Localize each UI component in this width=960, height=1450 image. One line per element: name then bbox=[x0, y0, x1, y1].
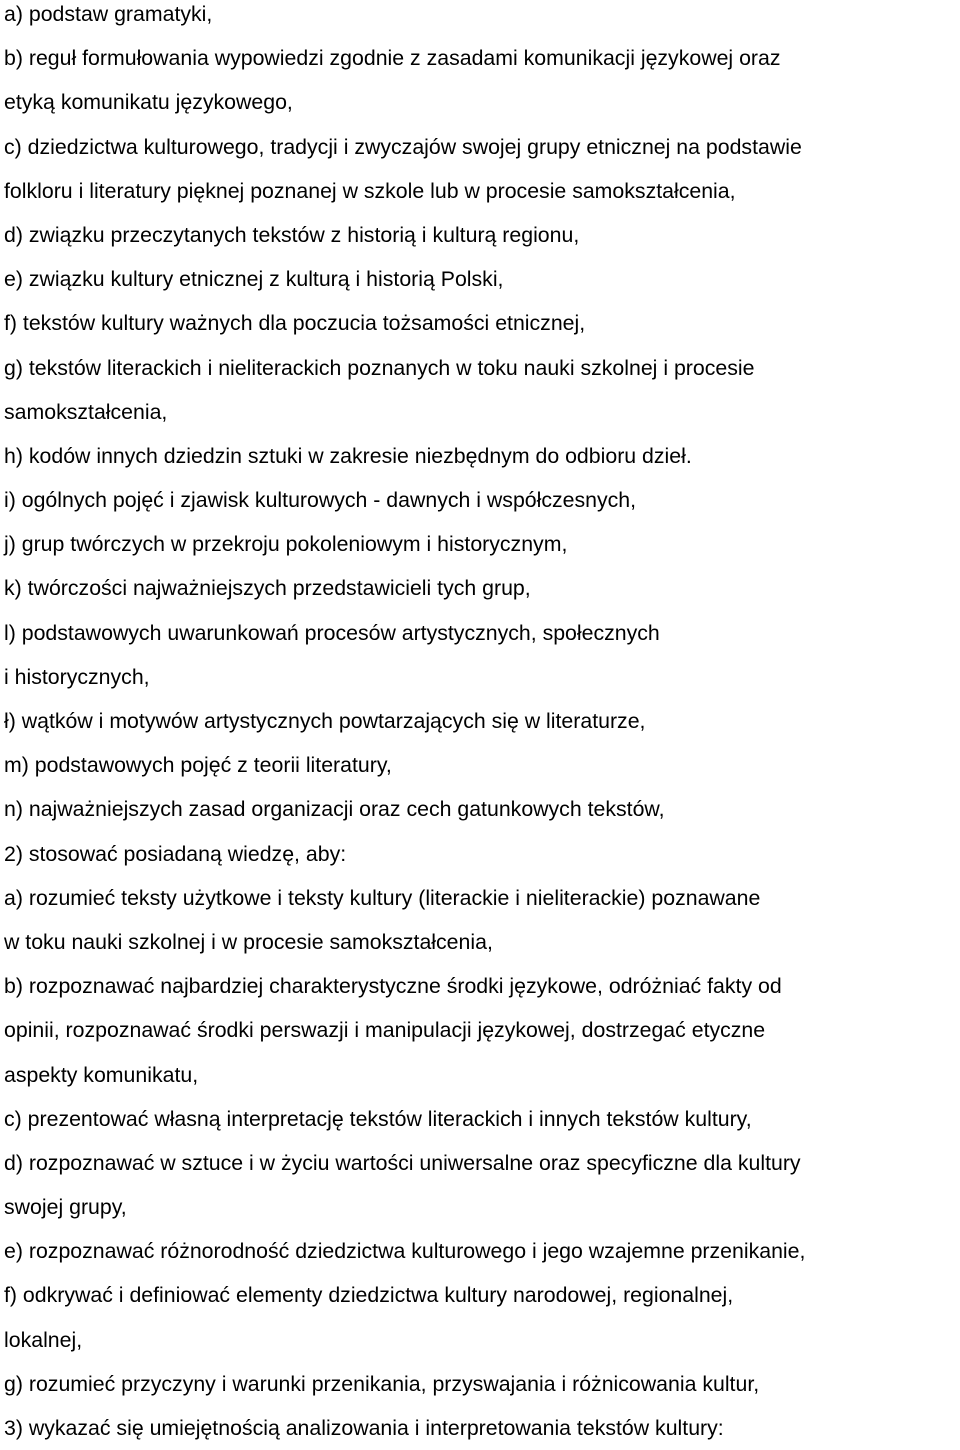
text-line: b) rozpoznawać najbardziej charakterystyczne środki językowe, odróżniać fakty od bbox=[4, 974, 782, 999]
text-line: j) grup twórczych w przekroju pokoleniowym i historycznym, bbox=[4, 532, 568, 557]
text-line: w toku nauki szkolnej i w procesie samokształcenia, bbox=[4, 929, 493, 954]
text-line: etyką komunikatu językowego, bbox=[4, 90, 293, 115]
text-line: opinii, rozpoznawać środki perswazji i manipulacji językowej, dostrzegać etyczne bbox=[4, 1018, 766, 1043]
text-line: n) najważniejszych zasad organizacji oraz cech gatunkowych tekstów, bbox=[4, 797, 665, 822]
text-line: samokształcenia, bbox=[4, 399, 168, 424]
text-line: b) reguł formułowania wypowiedzi zgodnie z zasadami komunikacji językowej oraz bbox=[4, 46, 781, 71]
text-line: f) tekstów kultury ważnych dla poczucia tożsamości etnicznej, bbox=[4, 311, 586, 336]
text-line: e) związku kultury etnicznej z kulturą i historią Polski, bbox=[4, 267, 504, 292]
text-line: folkloru i literatury pięknej poznanej w szkole lub w procesie samokształcenia, bbox=[4, 178, 736, 203]
text-line: a) rozumieć teksty użytkowe i teksty kultury (literackie i nieliterackie) poznawane bbox=[4, 885, 761, 910]
text-line: k) twórczości najważniejszych przedstawicieli tych grup, bbox=[4, 576, 531, 601]
text-line: a) podstaw gramatyki, bbox=[4, 2, 213, 26]
text-line: g) rozumieć przyczyny i warunki przenikania, przyswajania i różnicowania kultur, bbox=[4, 1371, 760, 1396]
text-line: f) odkrywać i definiować elementy dziedzictwa kultury narodowej, regionalnej, bbox=[4, 1283, 734, 1308]
text-line: m) podstawowych pojęć z teorii literatury, bbox=[4, 753, 392, 778]
text-line: d) rozpoznawać w sztuce i w życiu wartości uniwersalne oraz specyficzne dla kultury bbox=[4, 1150, 801, 1175]
text-line: lokalnej, bbox=[4, 1327, 83, 1352]
text-line: c) prezentować własną interpretację tekstów literackich i innych tekstów kultury, bbox=[4, 1106, 752, 1131]
text-line: d) związku przeczytanych tekstów z historią i kulturą regionu, bbox=[4, 222, 580, 247]
text-line: swojej grupy, bbox=[4, 1195, 127, 1220]
text-line: i historycznych, bbox=[4, 664, 150, 689]
text-line: aspekty komunikatu, bbox=[4, 1062, 199, 1087]
text-line: l) podstawowych uwarunkowań procesów artystycznych, społecznych bbox=[4, 620, 660, 645]
text-line: c) dziedzictwa kulturowego, tradycji i zwyczajów swojej grupy etnicznej na podstawie bbox=[4, 134, 802, 159]
text-line: g) tekstów literackich i nieliterackich poznanych w toku nauki szkolnej i procesie bbox=[4, 355, 755, 380]
text-line: 2) stosować posiadaną wiedzę, aby: bbox=[4, 841, 347, 866]
text-line: ł) wątków i motywów artystycznych powtarzających się w literaturze, bbox=[4, 709, 646, 733]
text-line: h) kodów innych dziedzin sztuki w zakresie niezbędnym do odbioru dzieł. bbox=[4, 443, 692, 468]
text-line: e) rozpoznawać różnorodność dziedzictwa kulturowego i jego wzajemne przenikanie, bbox=[4, 1239, 806, 1264]
text-line: i) ogólnych pojęć i zjawisk kulturowych - dawnych i współczesnych, bbox=[4, 488, 637, 513]
text-line: 3) wykazać się umiejętnością analizowania i interpretowania tekstów kultury: bbox=[4, 1416, 724, 1440]
